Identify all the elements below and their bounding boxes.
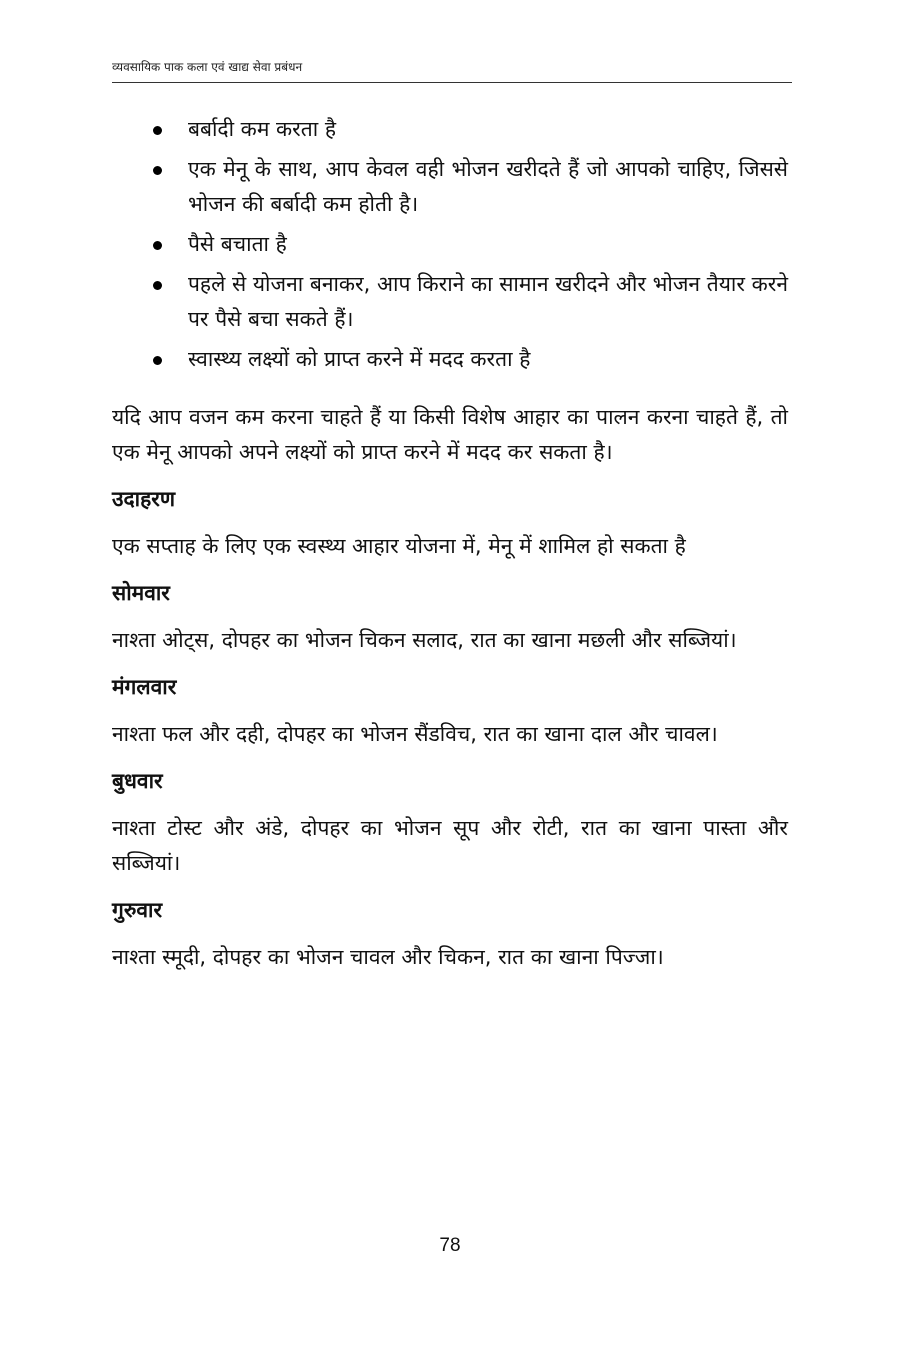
list-item — [112, 267, 788, 337]
list-item — [112, 342, 788, 377]
example-heading: उदाहरण — [112, 487, 176, 511]
bullet-icon — [153, 166, 162, 175]
running-header: व्यवसायिक पाक कला एवं खाद्य सेवा प्रबंधन — [112, 60, 303, 74]
list-item-text: पैसे बचाता है — [188, 232, 287, 256]
tuesday-heading: मंगलवार — [112, 675, 177, 699]
list-item — [112, 227, 788, 262]
page-number: 78 — [439, 1235, 461, 1256]
list-item-text: बर्बादी कम करता है — [188, 117, 336, 141]
list-item — [112, 152, 788, 222]
list-item-text: स्वास्थ्य लक्ष्यों को प्राप्त करने में मदद करता है — [188, 347, 531, 371]
monday-heading: सोमवार — [112, 581, 170, 605]
bullet-icon — [153, 126, 162, 135]
monday-menu: नाश्ता ओट्स, दोपहर का भोजन चिकन सलाद, रात का खाना मछली और सब्जियां। — [112, 628, 737, 652]
thursday-heading: गुरुवार — [112, 898, 163, 922]
list-item-text: पहले से योजना बनाकर, आप किराने का सामान खरीदने और भोजन तैयार करने पर पैसे बचा सकते हैं। — [188, 272, 788, 331]
bullet-icon — [153, 356, 162, 365]
benefits-list — [112, 112, 788, 382]
list-item-text: एक मेनू के साथ, आप केवल वही भोजन खरीदते हैं जो आपको चाहिए, जिससे भोजन की बर्बादी कम होती है। — [188, 157, 788, 216]
list-item — [112, 112, 788, 147]
bullet-icon — [153, 241, 162, 250]
intro-paragraph: यदि आप वजन कम करना चाहते हैं या किसी विशेष आहार का पालन करना चाहते हैं, तो एक मेनू आपको अपने लक्ष्यों को प्राप्त करने में मदद कर सकता है। — [112, 405, 788, 464]
body-content — [112, 400, 788, 987]
example-paragraph: एक सप्ताह के लिए एक स्वस्थ्य आहार योजना में, मेनू में शामिल हो सकता है — [112, 534, 686, 558]
header-rule — [112, 82, 792, 83]
tuesday-menu: नाश्ता फल और दही, दोपहर का भोजन सैंडविच, रात का खाना दाल और चावल। — [112, 722, 718, 746]
wednesday-menu: नाश्ता टोस्ट और अंडे, दोपहर का भोजन सूप और रोटी, रात का खाना पास्ता और सब्जियां। — [112, 816, 788, 875]
wednesday-heading: बुधवार — [112, 769, 163, 793]
bullet-icon — [153, 281, 162, 290]
thursday-menu: नाश्ता स्मूदी, दोपहर का भोजन चावल और चिकन, रात का खाना पिज्जा। — [112, 945, 664, 969]
